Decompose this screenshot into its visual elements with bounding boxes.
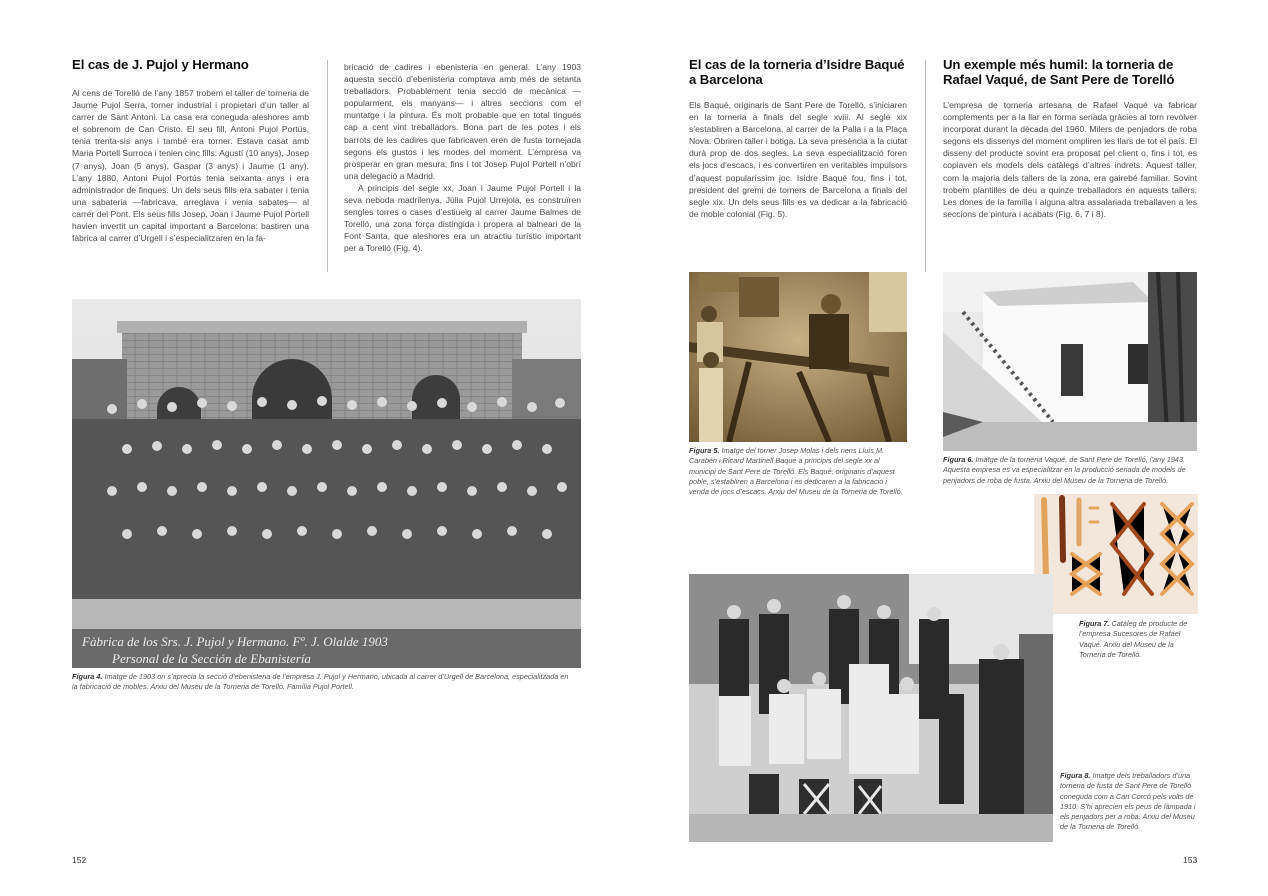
- caption-text: Imatge de 1903 on s’aprecia la secció d’ebenisteria de l’empresa J. Pujol y Hermano, ubicada al carrer d’Urgell de Barcelona, especialitzada en la fabricació de mobles. Arxiu del Museu de la Torneria de Torelló. Família Pujol Portell.: [72, 672, 569, 692]
- paragraph: A principis del segle xx, Joan i Jaume Pujol Portell i la seva neboda madrilenya, Júlia Pujol Urrejola, es construïren sengles torres o cases d’estiueig al carrer Jaume Balmes de Torelló, una zona força distingida i propera al balneari de la Font Santa, que aleshores era un atractiu turístic important per a Torelló (Fig. 4).: [344, 182, 581, 254]
- caption-label: Figura 5.: [689, 446, 720, 455]
- caption-label: Figura 7.: [1079, 619, 1110, 628]
- page-number-left: 152: [72, 855, 87, 865]
- page-number-right: 153: [1183, 855, 1198, 865]
- paragraph: Els Baqué, originaris de Sant Pere de Torelló, s’iniciaren en la torneria a finals del segle xviii. Al segle xix s’establiren a Barcelona, al carrer de la Palla i a la Plaça Nova. Obriren taller i botiga. La seva presència a la ciutat durà prop de dos segles. La seva especialització foren els jocs d’escacs, i es convertiren en veritables impulsors d’aquest popularíssim joc. Isidre Baqué fou, fins i tot, president del gremi de torners de Barcelona a finals del segle xix. Un dels seus fills es va dedicar a la fabricació de moble colonial (Fig. 5).: [689, 100, 907, 219]
- right-page: [634, 0, 1268, 896]
- figure-5-caption: [689, 446, 907, 497]
- caption-text: Imatge dels treballadors d’una torneria de fusta de Sant Pere de Torelló coneguda com a Can Corcó pels volts de 1910. S’hi aprecien els peus de làmpada i els penjadors per a roba. Arxiu del Museu de la Torneria de Torelló.: [1060, 771, 1196, 832]
- body-column-1: [72, 87, 309, 244]
- caption-label: Figura 6.: [943, 455, 974, 464]
- caption-text: Imatge del torner Josep Molas i dels nens Lluís M. Carabén i Ricard Martinell Baqué a principis del segle xx al municipi de Sant Pere de Torelló. Els Baqué, originaris d’aquest poble, s’establiren a Barcelona i es dedicaren a la fabricació i venda de jocs d’escacs. Arxiu del Museu de la Torneria de Torelló.: [689, 446, 903, 497]
- paragraph: L’empresa de torneria artesana de Rafael Vaqué va fabricar complements per a la llar en forma seriada gràcies al torn revòlver incorporat durant la dècada del 1960. Milers de penjadors de roba segons els dissenys del moment ompliren les llars de tot el país. El disseny del producte sovint era proposat pel client o, fins i tot, es copiaven els models dels catàlegs d’altres indrets. Aquest taller, com la majoria dels tallers de la zona, era gairebé familiar. Sovint trobem plantilles de deu a quinze treballadors en aquests tallers. Les dones de la família i alguna altra assalariada treballaven a les seccions de pintura i acabats (Fig. 6, 7 i 8).: [943, 100, 1197, 219]
- figure-7-caption: [1079, 619, 1199, 660]
- figure-6-caption: [943, 455, 1198, 486]
- workers-group-illustration: [689, 574, 1053, 842]
- column-divider: [327, 60, 328, 272]
- paragraph: Al cens de Torelló de l’any 1857 trobem el taller de torneria de Jaume Pujol Serra, torner industrial i propietari d’un taller al carrer de Sant Antoni. La casa era coneguda aleshores amb el sobrenom de Can Cristo. El seu fill, Antoni Pujol Portús, tenia trenta-sis anys i també era torner. Estava casat amb Maria Portell Surroca i tenien cinc fills: Agustí (10 anys), Josep (7 anys), Joan (5 anys), Gaspar (3 anys) i Jaume (1 any). L’any 1880, Antoni Pujol Portús tenia seixanta anys i era administrador de finques. Un dels seus fills era sabater i tenia una sabateria —fabricava, arreglava i venia sabates— al carrer del Pont. Els seus fills Josep, Joan i Jaume Pujol Portell havien invertit un capital important a Barcelona: bastiren una fàbrica al carrer d’Urgell i s’especialitzaren en la fa-: [72, 88, 309, 244]
- caption-label: Figura 4.: [72, 672, 103, 681]
- workshop-building-illustration: [943, 272, 1197, 451]
- section-heading-pujol: El cas de J. Pujol y Hermano: [72, 57, 249, 72]
- figure-4-caption: [72, 672, 572, 693]
- figure-8-caption: [1060, 771, 1200, 833]
- body-column-2: [344, 61, 581, 255]
- caption-text: Imatge de la torneria Vaqué, de Sant Pere de Torelló, l’any 1943. Aquesta empresa es va especialitzar en la producció seriada de models de penjadors de roba de fusta. Arxiu del Museu de la Torneria de Torelló.: [943, 455, 1186, 485]
- photo-inscription-line1: Fàbrica de los Srs. J. Pujol y Hermano. Fº. J. Olalde 1903: [82, 634, 388, 649]
- column-divider: [925, 60, 926, 272]
- caption-text: Catàleg de producte de l’empresa Sucesores de Rafael Vaqué. Arxiu del Museu de la Torneria de Torelló.: [1079, 619, 1188, 659]
- body-column-vaque: [943, 99, 1197, 220]
- coat-rack-catalogue-illustration: [1034, 494, 1198, 614]
- section-heading-vaque: Un exemple més humil: la torneria de Rafael Vaqué, de Sant Pere de Torelló: [943, 57, 1175, 87]
- body-column-baque: [689, 99, 907, 220]
- section-heading-baque: El cas de la torneria d’Isidre Baqué a Barcelona: [689, 57, 905, 87]
- figure-7-photo: [1034, 494, 1198, 614]
- figure-5-photo: [689, 272, 907, 442]
- lathe-workshop-illustration: [689, 272, 907, 442]
- group-photo-illustration: [72, 299, 581, 668]
- photo-inscription-line2: Personal de la Sección de Ebanistería: [112, 651, 311, 666]
- figure-4-photo: [72, 299, 581, 668]
- paragraph: bricació de cadires i ebenisteria en general. L’any 1903 aquesta secció d’ebenisteria comptava amb més de setanta treballadors. Probablement tenia secció de mecànica —popularment, els manyans— i altres seccions com el muntatge i la pintura. És molt probable que en total tingués cap a cent vint treballadors. Bona part de les potes i els barrots de les cadires que fabricaven eren de fusta tornejada segons els gustos i les modes del moment. L’empresa va prosperar en gran mesura; fins i tot Josep Pujol Portell n’obrí una delegació a Madrid.: [344, 62, 581, 181]
- figure-8-photo: [689, 574, 1053, 842]
- figure-6-photo: [943, 272, 1197, 451]
- caption-label: Figura 8.: [1060, 771, 1091, 780]
